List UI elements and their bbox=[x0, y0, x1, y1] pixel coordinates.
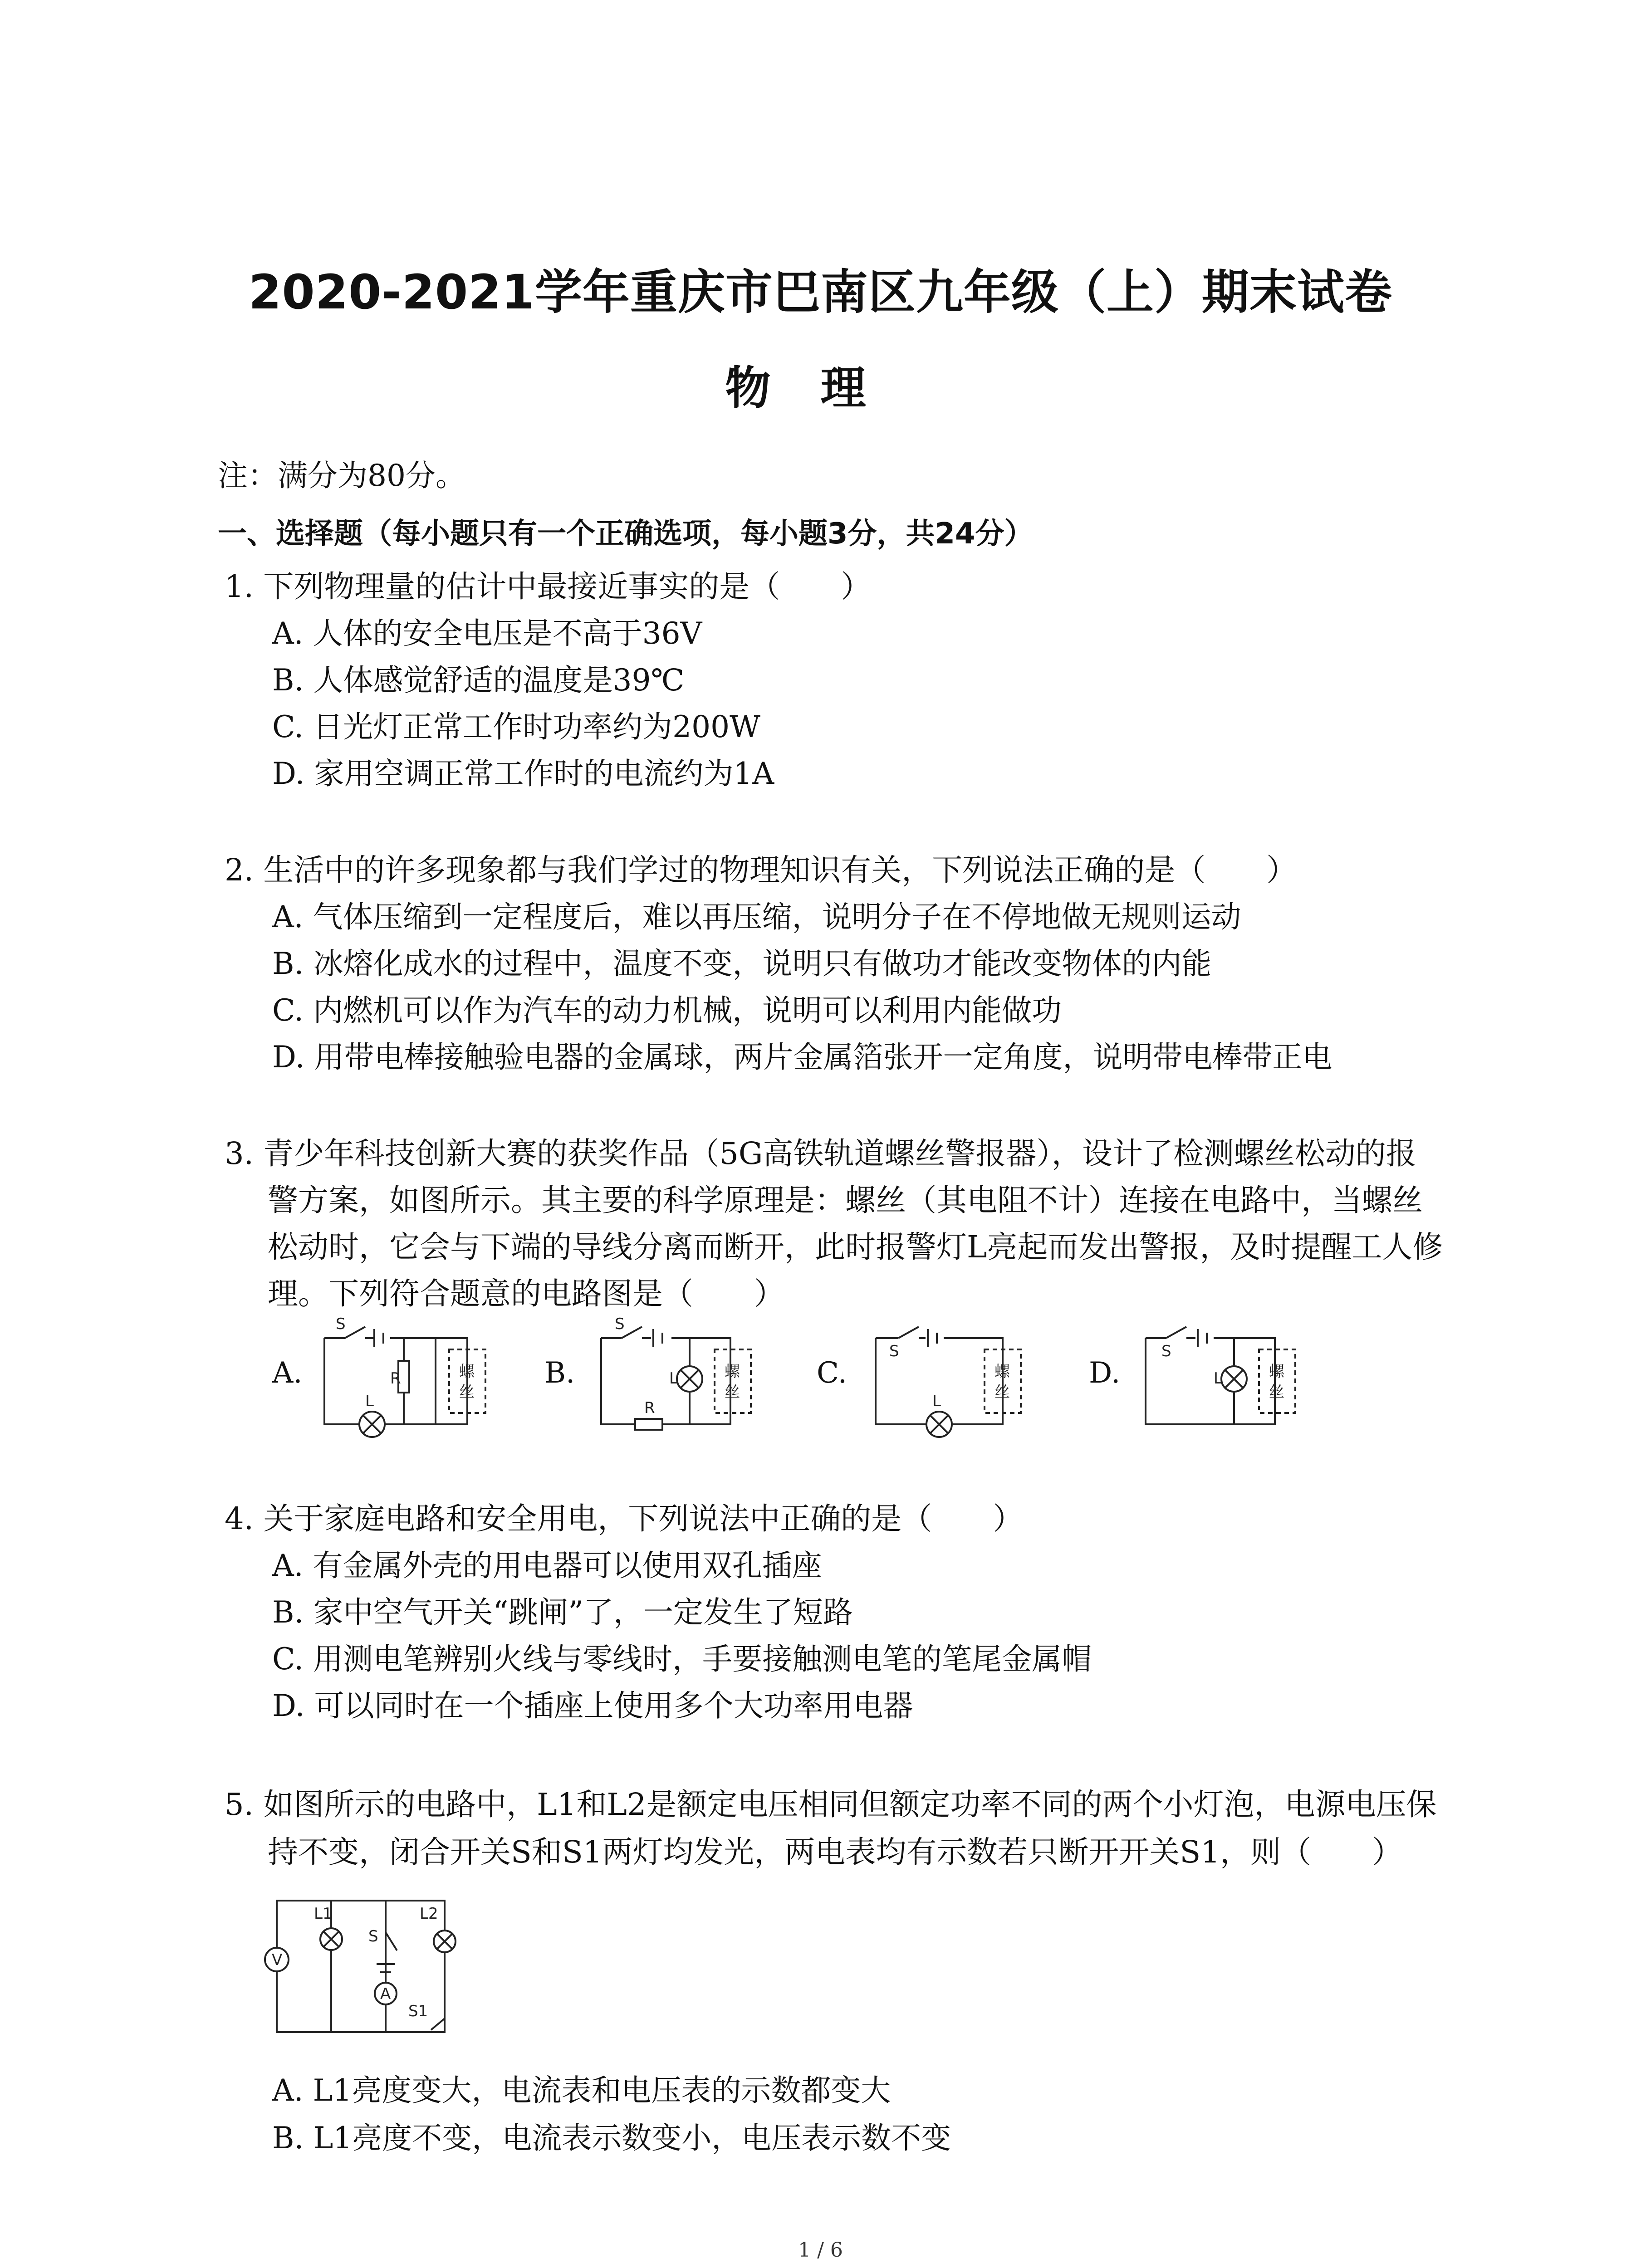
circuit-a-switch-label: S bbox=[336, 1315, 346, 1333]
question-3-line-1: 3. 青少年科技创新大赛的获奖作品（5G高铁轨道螺丝警报器），设计了检测螺丝松动的报 bbox=[225, 1136, 1416, 1171]
circuit-c-screw-label-2: 丝 bbox=[994, 1383, 1010, 1401]
circuit-c-switch-label: S bbox=[889, 1342, 899, 1360]
circuit-d-lamp-label: L bbox=[1214, 1369, 1222, 1388]
question-4-option-c: C. 用测电笔辨别火线与零线时，手要接触测电笔的笔尾金属帽 bbox=[272, 1642, 1092, 1677]
question-1-option-a: A. 人体的安全电压是不高于36V bbox=[272, 616, 702, 651]
circuit-diagram-q5 bbox=[272, 1892, 463, 2046]
circuit-a-screw-label-1: 螺 bbox=[459, 1363, 475, 1381]
switch-s1-label: S1 bbox=[408, 2002, 428, 2020]
question-1-stem: 1. 下列物理量的估计中最接近事实的是（ ） bbox=[225, 569, 872, 604]
score-note: 注：满分为80分。 bbox=[218, 458, 465, 493]
page-title: 2020-2021学年重庆市巴南区九年级（上）期末试卷 bbox=[248, 264, 1393, 320]
circuit-diagram-b bbox=[594, 1315, 776, 1447]
circuit-d-screw-label-1: 螺 bbox=[1269, 1363, 1284, 1381]
question-1-option-d: D. 家用空调正常工作时的电流约为1A bbox=[272, 756, 774, 791]
circuit-b-resistor-label: R bbox=[644, 1399, 655, 1417]
voltmeter-label: V bbox=[272, 1951, 283, 1969]
page-number: 1 / 6 bbox=[798, 2239, 843, 2262]
question-2-option-d: D. 用带电棒接触验电器的金属球，两片金属箔张开一定角度，说明带电棒带正电 bbox=[272, 1040, 1332, 1075]
question-3-label-b: B. bbox=[544, 1356, 575, 1390]
question-5-line-1: 5. 如图所示的电路中，L1和L2是额定电压相同但额定功率不同的两个小灯泡，电源电压保 bbox=[225, 1787, 1437, 1822]
circuit-b-screw-label-2: 丝 bbox=[725, 1383, 740, 1401]
circuit-c-lamp-label: L bbox=[932, 1392, 941, 1410]
question-3-line-4: 理。下列符合题意的电路图是（ ） bbox=[268, 1276, 784, 1311]
question-2-option-a: A. 气体压缩到一定程度后，难以再压缩，说明分子在不停地做无规则运动 bbox=[272, 899, 1241, 934]
circuit-d-screw-label-2: 丝 bbox=[1269, 1383, 1284, 1401]
switch-s-label: S bbox=[368, 1927, 378, 1945]
question-4-option-a: A. 有金属外壳的用电器可以使用双孔插座 bbox=[272, 1548, 822, 1583]
question-3-line-2: 警方案，如图所示。其主要的科学原理是：螺丝（其电阻不计）连接在电路中，当螺丝 bbox=[268, 1183, 1423, 1218]
question-4-option-b: B. 家中空气开关“跳闸”了，一定发生了短路 bbox=[272, 1595, 853, 1630]
circuit-b-screw-label-1: 螺 bbox=[725, 1363, 740, 1381]
question-4-stem: 4. 关于家庭电路和安全用电，下列说法中正确的是（ ） bbox=[225, 1501, 1024, 1536]
question-2-stem: 2. 生活中的许多现象都与我们学过的物理知识有关，下列说法正确的是（ ） bbox=[225, 852, 1297, 888]
question-3-line-3: 松动时，它会与下端的导线分离而断开，此时报警灯L亮起而发出警报，及时提醒工人修 bbox=[268, 1229, 1443, 1265]
lamp-l2-label: L2 bbox=[420, 1905, 438, 1923]
question-5-line-2: 持不变，闭合开关S和S1两灯均发光，两电表均有示数若只断开开关S1，则（ ） bbox=[268, 1834, 1402, 1870]
question-2-option-b: B. 冰熔化成水的过程中，温度不变，说明只有做功才能改变物体的内能 bbox=[272, 946, 1212, 981]
circuit-d-switch-label: S bbox=[1161, 1342, 1171, 1360]
question-3-label-a: A. bbox=[272, 1356, 303, 1390]
circuit-b-lamp-label: L bbox=[669, 1369, 678, 1388]
circuit-c-screw-label-1: 螺 bbox=[994, 1363, 1010, 1381]
question-2-option-c: C. 内燃机可以作为汽车的动力机械，说明可以利用内能做功 bbox=[272, 993, 1062, 1028]
question-4-option-d: D. 可以同时在一个插座上使用多个大功率用电器 bbox=[272, 1688, 913, 1723]
question-1-option-b: B. 人体感觉舒适的温度是39℃ bbox=[272, 663, 685, 698]
question-1-option-c: C. 日光灯正常工作时功率约为200W bbox=[272, 709, 760, 744]
question-5-option-a: A. L1亮度变大，电流表和电压表的示数都变大 bbox=[272, 2073, 891, 2108]
lamp-l1-label: L1 bbox=[314, 1905, 333, 1923]
circuit-a-screw-label-2: 丝 bbox=[459, 1383, 475, 1401]
circuit-b-switch-label: S bbox=[615, 1315, 625, 1333]
circuit-diagram-d bbox=[1139, 1315, 1320, 1447]
circuit-a-lamp-label: L bbox=[365, 1392, 374, 1410]
question-3-label-c: C. bbox=[817, 1356, 847, 1390]
question-3-label-d: D. bbox=[1089, 1356, 1121, 1390]
circuit-diagram-c bbox=[867, 1315, 1048, 1447]
section-heading: 一、选择题（每小题只有一个正确选项，每小题3分，共24分） bbox=[218, 517, 1034, 551]
question-5-option-b: B. L1亮度不变，电流表示数变小，电压表示数不变 bbox=[272, 2121, 951, 2156]
circuit-diagram-a bbox=[318, 1315, 499, 1447]
subject-heading: 物理 bbox=[725, 362, 916, 415]
ammeter-label: A bbox=[380, 1985, 391, 2003]
circuit-a-resistor-label: R bbox=[390, 1369, 401, 1388]
